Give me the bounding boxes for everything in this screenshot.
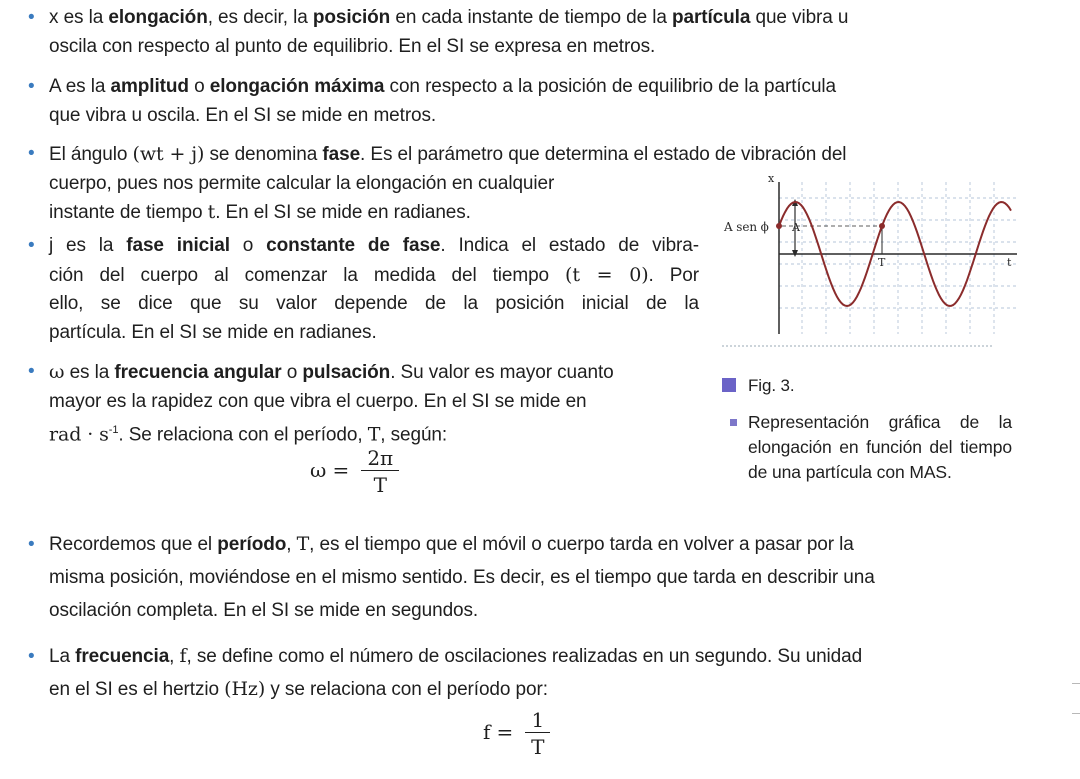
text-segment: . Por	[648, 264, 699, 286]
text-segment: cuerpo, pues nos permite calcular la elongación en cualquier	[49, 172, 555, 194]
text-segment: que vibra u oscila. En el SI se mide en metros.	[49, 104, 437, 126]
text-segment: La	[49, 646, 76, 667]
bullet-dot: •	[28, 646, 35, 667]
text-segment: A es la	[49, 76, 111, 97]
text-line	[49, 561, 1049, 594]
text-segment: mayor es la rapidez con que vibra el cuerpo. En el SI se mide en	[49, 390, 587, 412]
bold-term: posición	[312, 7, 391, 28]
bold-term: período	[217, 534, 287, 555]
bullet-text	[49, 4, 1049, 61]
text-segment: partícula. En el SI se mide en radianes.	[49, 321, 377, 343]
text-segment: -1	[108, 424, 119, 436]
text-segment: o	[281, 362, 303, 383]
figure-caption	[722, 410, 1012, 485]
bold-term: fase	[322, 144, 361, 165]
text-segment: T	[296, 533, 310, 555]
equation-numerator: 1	[525, 708, 550, 733]
text-segment: que vibra u	[750, 7, 849, 28]
text-segment: ω	[49, 361, 65, 383]
text-segment: t	[207, 201, 216, 223]
text-segment: misma posición, moviéndose en el mismo sentido. Es decir, es el tiempo que tarda en describir una	[49, 567, 875, 588]
text-segment: y se relaciona con el período por:	[265, 679, 548, 700]
text-segment: . Su valor es mayor cuanto	[390, 362, 614, 383]
equation-frecuencia	[483, 708, 550, 759]
bold-term: amplitud	[110, 76, 189, 97]
text-line	[49, 290, 699, 319]
bullet-dot: •	[28, 235, 35, 256]
bold-term: frecuencia	[75, 646, 170, 667]
text-segment: rad · s	[49, 423, 109, 446]
edge-mark	[1072, 683, 1080, 684]
text-line	[49, 319, 699, 348]
text-segment: El ángulo	[49, 144, 133, 165]
text-line	[49, 4, 1049, 33]
bold-term: pulsación	[302, 362, 391, 383]
text-segment: se denomina	[204, 144, 323, 165]
bullet-dot: •	[28, 143, 35, 164]
text-line	[49, 528, 1049, 561]
text-line	[49, 416, 699, 450]
text-segment: . En el SI se mide en radianes.	[215, 202, 471, 223]
text-line	[49, 140, 1049, 170]
text-segment: oscila con respecto al punto de equilibrio. En el SI se expresa en metros.	[49, 35, 656, 57]
text-line	[49, 673, 1049, 706]
edge-mark	[1072, 713, 1080, 714]
bullet-text	[49, 640, 1049, 706]
text-segment: (t = 0)	[565, 263, 649, 286]
text-segment: es la	[64, 362, 115, 383]
figure-title	[722, 373, 795, 398]
equation-omega	[310, 446, 399, 497]
equation-lhs: f =	[483, 720, 514, 744]
text-line	[49, 73, 1049, 102]
start-point	[776, 223, 782, 229]
text-segment: ello, se dice que su valor depende de la posición inicial de la	[49, 293, 699, 314]
text-line	[49, 640, 1049, 673]
figure-square-icon	[722, 378, 736, 392]
initial-value-label: A sen ϕ	[724, 220, 769, 234]
text-segment: con respecto a la posición de equilibrio de la partícula	[384, 76, 837, 97]
text-line	[49, 594, 1049, 627]
equation-denominator: T	[373, 473, 387, 497]
text-segment: . Indica el estado de vibra-	[440, 235, 699, 256]
bullet-dot: •	[28, 7, 35, 28]
text-line	[49, 388, 699, 417]
bold-term: partícula	[672, 7, 751, 28]
period-point	[879, 223, 885, 229]
text-segment: Recordemos que el	[49, 534, 218, 555]
bold-term: elongación	[108, 7, 208, 28]
bullet-text	[49, 232, 699, 347]
bullet-dot: •	[28, 361, 35, 382]
bold-term: frecuencia angular	[114, 362, 282, 383]
text-segment: instante de tiempo	[49, 202, 208, 223]
equation-numerator: 2π	[361, 446, 399, 471]
y-axis-label: x	[768, 172, 775, 185]
text-segment: (wt + j)	[132, 143, 205, 165]
equation-fraction	[525, 708, 550, 759]
text-segment: oscilación completa. En el SI se mide en segundos.	[49, 600, 479, 621]
text-line	[49, 261, 699, 291]
text-segment: ción del cuerpo al comenzar la medida del tiempo	[49, 264, 566, 286]
text-segment: , es decir, la	[207, 7, 313, 28]
figure-caption-text: Representación gráfica de la elongación en función del tiempo de una partícula con MAS.	[748, 412, 1012, 482]
bullet-dot: •	[28, 76, 35, 97]
text-segment: en cada instante de tiempo de la	[390, 7, 672, 28]
text-line	[49, 232, 699, 261]
grid	[779, 182, 1017, 334]
text-segment: o	[188, 76, 210, 97]
bullet-dot: •	[28, 534, 35, 555]
text-segment: x es la	[49, 7, 109, 28]
text-segment: T	[367, 423, 381, 446]
text-segment: j es la	[49, 235, 127, 256]
text-segment: ,	[169, 646, 180, 667]
text-segment: (Hz)	[224, 678, 266, 700]
figure-title-text: Fig. 3.	[748, 376, 795, 395]
text-segment: f	[179, 645, 187, 667]
equation-denominator: T	[531, 735, 545, 759]
bold-term: constante de fase	[266, 235, 441, 256]
text-segment: , según:	[380, 424, 448, 446]
text-segment: . Se relaciona con el período,	[118, 424, 368, 446]
text-segment: . Es el parámetro que determina el estado de vibración del	[360, 144, 847, 165]
amplitude-label: A	[792, 221, 800, 234]
x-axis-label: t	[1007, 256, 1012, 269]
text-segment: , es el tiempo que el móvil o cuerpo tarda en volver a pasar por la	[309, 534, 854, 555]
text-line	[49, 33, 1049, 62]
bold-term: fase inicial	[126, 235, 230, 256]
text-segment: o	[229, 235, 267, 256]
text-segment: , se define como el número de oscilaciones realizadas en un segundo. Su unidad	[186, 646, 863, 667]
text-line	[49, 102, 1049, 131]
caption-bullet-icon	[730, 419, 737, 426]
text-segment: ,	[286, 534, 297, 555]
bullet-text	[49, 73, 1049, 130]
text-segment: en el SI es el hertzio	[49, 679, 225, 700]
bold-term: elongación máxima	[209, 76, 385, 97]
text-line	[49, 358, 699, 388]
bullet-text	[49, 358, 699, 450]
equation-fraction	[361, 446, 399, 497]
sine-graph-figure	[722, 168, 1022, 348]
equation-lhs: ω =	[310, 458, 350, 482]
bullet-text	[49, 528, 1049, 627]
period-label: T	[878, 256, 886, 269]
